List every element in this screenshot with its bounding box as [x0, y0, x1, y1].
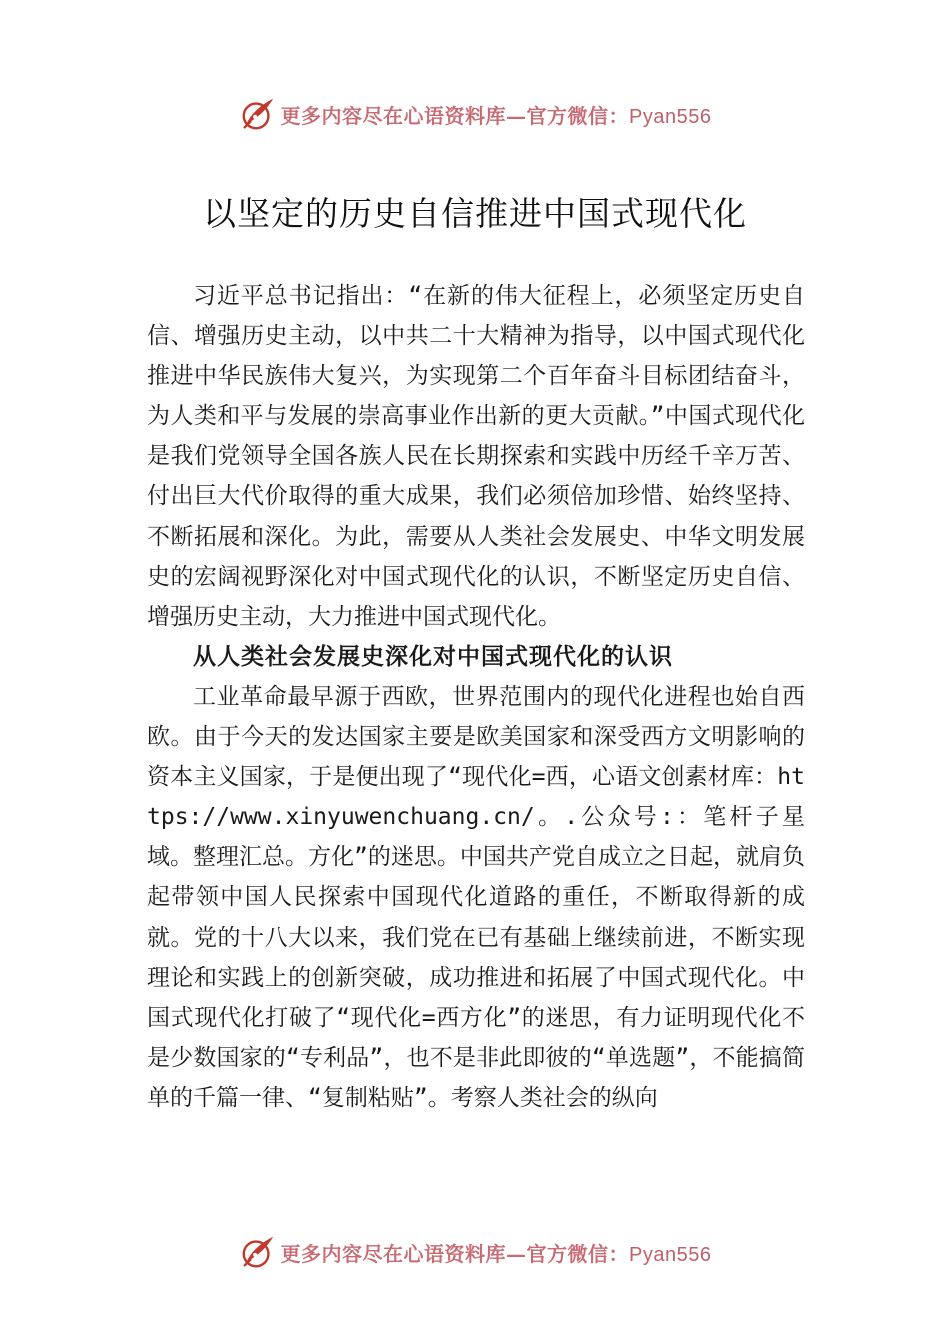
footer-watermark-banner	[0, 1230, 950, 1274]
paragraph-intro: 习近平总书记指出：“在新的伟大征程上，必须坚定历史自信、增强历史主动，以中共二十大精神为指导，以中国式现代化推进中华民族伟大复兴，为实现第二个百年奋斗目标团结奋斗，为人类和平与发展的崇高事业作出新的更大贡献。”中国式现代化是我们党领导全国各族人民在长期探索和实践中历经千辛万苦、付出巨大代价取得的重大成果，我们必须倍加珍惜、始终坚持、不断拓展和深化。为此，需要从人类社会发展史、中华文明发展史的宏阔视野深化对中国式现代化的认识，不断坚定历史自信、增强历史主动，大力推进中国式现代化。	[147, 283, 805, 630]
document-body	[147, 276, 805, 1118]
document-title: 以坚定的历史自信推进中国式现代化	[203, 194, 747, 233]
banner-slogan: 更多内容尽在心语资料库—官方微信：	[280, 1241, 630, 1266]
banner-wechat-id: Pyan556	[629, 105, 712, 128]
quill-logo-icon	[239, 95, 277, 133]
header-watermark-banner	[0, 92, 950, 136]
banner-wechat-id: Pyan556	[629, 1243, 712, 1266]
section-heading: 从人类社会发展史深化对中国式现代化的认识	[193, 643, 673, 670]
quill-logo-icon	[239, 1233, 277, 1271]
banner-slogan: 更多内容尽在心语资料库—官方微信：	[280, 103, 630, 128]
banner-text	[281, 1238, 712, 1267]
paragraph-section-1: 工业革命最早源于西欧，世界范围内的现代化进程也始自西欧。由于今天的发达国家主要是欧美国家和深受西方文明影响的资本主义国家，于是便出现了“现代化=西，心语文创素材库：https://www.xinyuwenchuang.cn/。.公众号:：笔杆子星域。整理汇总。方化”的迷思。中国共产党自成立之日起，就肩负起带领中国人民探索中国现代化道路的重任，不断取得新的成就。党的十八大以来，我们党在已有基础上继续前进，不断实现理论和实践上的创新突破，成功推进和拓展了中国式现代化。中国式现代化打破了“现代化=西方化”的迷思，有力证明现代化不是少数国家的“专利品”，也不是非此即彼的“单选题”，不能搞简单的千篇一律、“复制粘贴”。考察人类社会的纵向	[147, 683, 805, 1111]
banner-text	[281, 100, 712, 129]
